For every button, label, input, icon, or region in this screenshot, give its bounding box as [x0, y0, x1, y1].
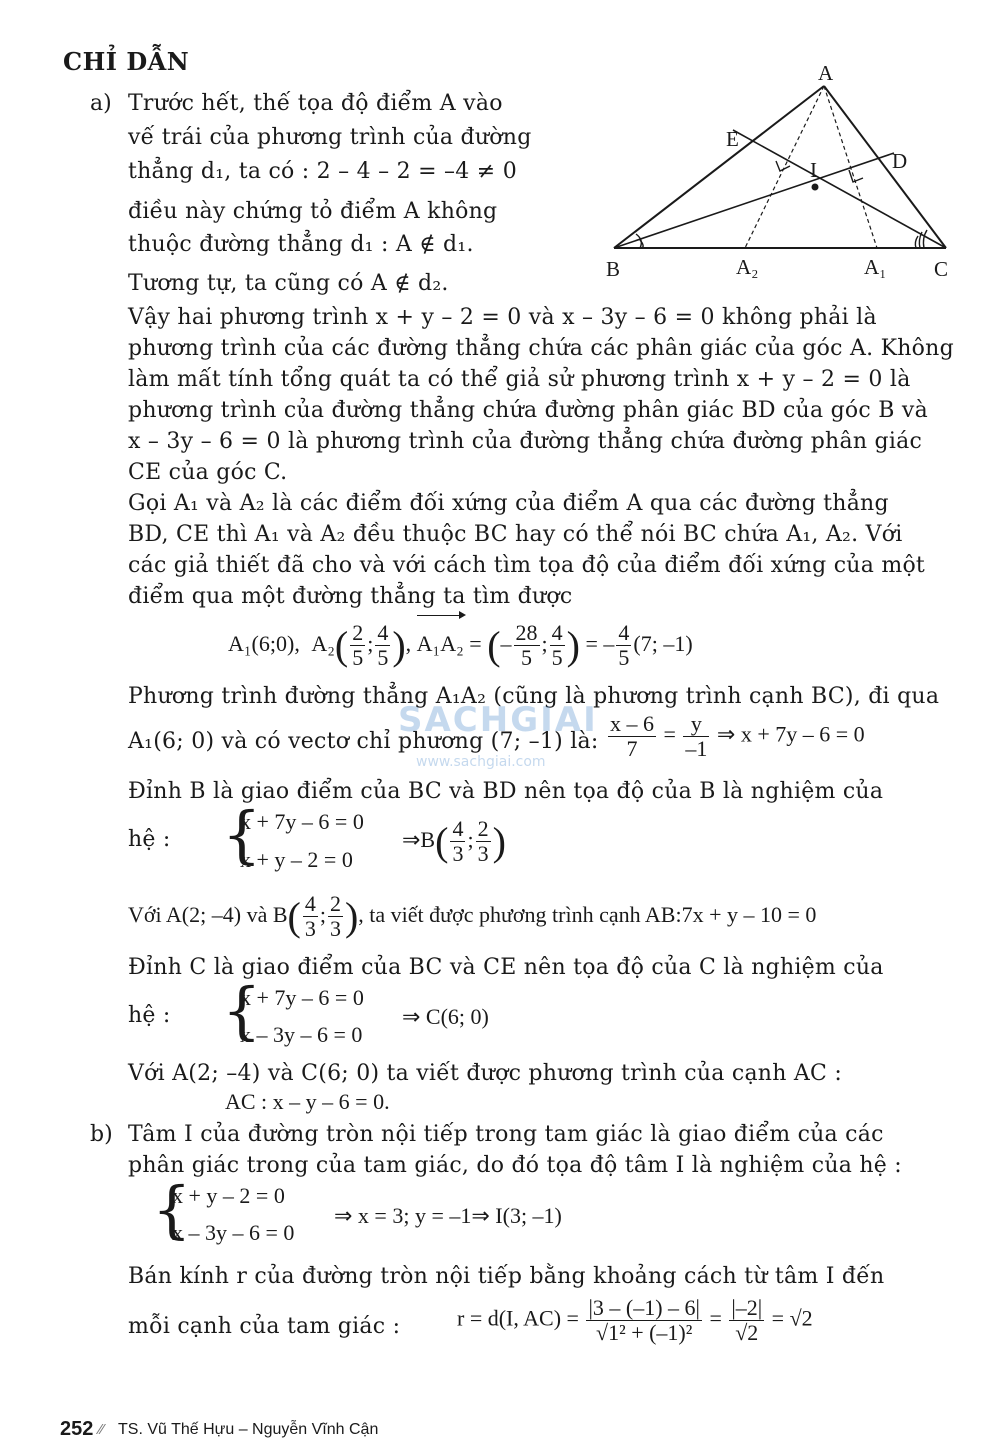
direction-vector: (7; –1) [633, 631, 693, 656]
system-eq: x + 7y – 6 = 0 [240, 809, 364, 834]
system-eq: x – 3y – 6 = 0 [172, 1220, 295, 1245]
text-line: Trước hết, thế tọa độ điểm A vào [128, 91, 503, 116]
text-line: phương trình của đường thẳng chứa đường phân giác BD của góc B và [128, 398, 928, 423]
system-eq: x + y – 2 = 0 [172, 1183, 285, 1208]
denominator: 7 [626, 736, 638, 761]
radius-formula: r = d(I, AC) = $\frac{|3 - (-1) - 6|}{\text{√1² + (–1)²}}$ = $\frac{|-2|}{√2}$ = √2 [457, 1295, 813, 1345]
triangle-figure [600, 60, 970, 290]
footer-author: TS. Vũ Thế Hựu – Nguyễn Vĩnh Cận [118, 1421, 379, 1438]
text-line: Đỉnh C là giao điểm của BC và CE nên tọa độ của C là nghiệm của [128, 955, 884, 980]
bc-equation: $\frac{x - 6}{7}$ = $\frac{y}{-1}$ ⇒ x + 7y – 6 = 0 [610, 711, 865, 761]
text-line: Phương trình đường thẳng A₁A₂ (cũng là phương trình cạnh BC), đi qua [128, 684, 940, 709]
text-line: x – 3y – 6 = 0 là phương trình của đường thẳng chứa đường phân giác [128, 429, 923, 454]
incenter-result: ⇒ x = 3; y = –1⇒ I(3; –1) [334, 1203, 562, 1228]
system-eq: x + 7y – 6 = 0 [240, 985, 364, 1010]
point-A2-label: A₂ [736, 255, 759, 279]
system-brace: { [222, 974, 262, 1047]
vertex-A-label: A [818, 61, 834, 85]
ab-suffix: , ta viết được phương trình cạnh AB:7x + y – 10 = 0 [358, 902, 817, 927]
denominator: 3 [304, 916, 316, 942]
numerator: 28 [515, 620, 538, 646]
system-brace: { [222, 798, 262, 871]
watermark-logo: SACHGIAI [398, 700, 598, 740]
text-line: A₁(6; 0) và có vectơ chỉ phương (7; –1) là: [128, 729, 599, 754]
vector-a1a2: A₁A₂ [417, 614, 464, 674]
incenter-I-label: I [810, 158, 817, 182]
ab-prefix: Với A(2; –4) và B [128, 902, 288, 927]
text-line: Gọi A₁ và A₂ là các điểm đối xứng của điểm A qua các đường thẳng [128, 491, 889, 516]
denominator: 5 [521, 645, 533, 671]
system-eq: x + y – 2 = 0 [240, 847, 353, 872]
numerator: 2 [477, 816, 489, 842]
numerator: 2 [352, 620, 364, 646]
denominator: 5 [352, 645, 364, 671]
c-result: ⇒ C(6; 0) [402, 1004, 489, 1029]
bc-result: ⇒ x + 7y – 6 = 0 [716, 721, 865, 747]
he-label: hệ : [128, 827, 171, 852]
footer-separator-icon: ⁄⁄ [99, 1421, 105, 1438]
b-result: ⇒B( $\frac{4}{3}$ ; $\frac{2}{3}$ ) [402, 816, 506, 867]
numerator: |3 – (–1) – 6| [588, 1295, 700, 1320]
section-heading: CHỈ DẪN [63, 47, 190, 76]
vertex-B-label: B [606, 257, 621, 281]
denominator: 5 [551, 645, 563, 671]
text-line: Với A(2; –4) và C(6; 0) ta viết được phương trình của cạnh AC : [128, 1061, 843, 1086]
denominator: 5 [618, 645, 630, 671]
text-line: điều này chứng tỏ điểm A không [128, 199, 498, 224]
text-line: CE của góc C. [128, 460, 288, 485]
ac-equation: AC : x – y – 6 = 0. [225, 1089, 390, 1114]
watermark-url: www.sachgiai.com [416, 754, 546, 770]
point-a2: A₂ [311, 631, 335, 656]
numerator: 4 [551, 620, 563, 646]
text-line: Vậy hai phương trình x + y – 2 = 0 và x – 3y – 6 = 0 không phải là [128, 305, 877, 330]
text-line: điểm qua một đường thẳng ta tìm được [128, 584, 573, 609]
system-eq: x – 3y – 6 = 0 [240, 1022, 363, 1047]
numerator: 2 [329, 891, 341, 917]
part-b-label: b) [90, 1122, 113, 1147]
text-line: phân giác trong của tam giác, do đó tọa độ tâm I là nghiệm của hệ : [128, 1153, 902, 1178]
text-line: vế trái của phương trình của đường [128, 125, 532, 150]
numerator: 4 [377, 620, 389, 646]
radius-prefix: r = d(I, AC) = [457, 1305, 579, 1331]
denominator: 3 [452, 841, 464, 867]
system-brace: { [152, 1173, 192, 1246]
denominator: 5 [377, 645, 389, 671]
text-line: phương trình của các đường thẳng chứa các phân giác của góc A. Không [128, 336, 954, 361]
point-a1: A₁(6;0), [228, 631, 300, 656]
denominator: √2 [735, 1320, 759, 1345]
text-line: Tâm I của đường tròn nội tiếp trong tam giác là giao điểm của các [128, 1122, 884, 1147]
denominator: 3 [477, 841, 489, 867]
text-line: các giả thiết đã cho và với cách tìm tọa độ của điểm đối xứng của một [128, 553, 926, 578]
page-number: 252 [60, 1418, 94, 1440]
text-line: làm mất tính tổng quát ta có thể giả sử phương trình x + y – 2 = 0 là [128, 367, 911, 392]
radius-result: = √2 [771, 1305, 813, 1331]
numerator: 4 [304, 891, 316, 917]
text-line: mỗi cạnh của tam giác : [128, 1314, 401, 1339]
text-line: thẳng d₁, ta có : 2 – 4 – 2 = –4 ≠ 0 [128, 159, 517, 184]
numerator: |–2| [731, 1295, 763, 1320]
text-line: Tương tự, ta cũng có A ∉ d₂. [128, 271, 449, 296]
point-D-label: D [892, 149, 908, 173]
implies-b: ⇒B [402, 827, 436, 852]
numerator: 4 [452, 816, 464, 842]
denominator: 3 [329, 916, 341, 942]
part-a-label: a) [90, 91, 112, 116]
denominator: √1² + (–1)² [596, 1320, 693, 1345]
text-line: thuộc đường thẳng d₁ : A ∉ d₁. [128, 232, 474, 257]
vertex-C-label: C [934, 257, 949, 281]
numerator: x – 6 [610, 711, 654, 736]
text-line: Bán kính r của đường tròn nội tiếp bằng khoảng cách từ tâm I đến [128, 1264, 885, 1289]
numerator: 4 [618, 620, 630, 646]
point-A1-label: A₁ [864, 255, 887, 279]
point-E-label: E [726, 127, 739, 151]
numerator: y [683, 712, 709, 737]
he-label: hệ : [128, 1003, 171, 1028]
ab-line: Với A(2; –4) và B( $\frac{4}{3}$ ; $\frac{2}{3}$ ), ta viết được phương trình cạnh AB:7x + y – 10 = 0 [128, 891, 817, 942]
text-line: Đỉnh B là giao điểm của BC và BD nên tọa độ của B là nghiệm của [128, 779, 884, 804]
vector-formula: A₁(6;0), A₂( $\frac{2}{5}$ ; $\frac{4}{5}$ ), A₁A₂ = (– $\frac{28}{5}$ ; $\frac{4}{5}$ ) = – $\frac{4}{5}$ (7; –1) [228, 614, 693, 674]
text-line: BD, CE thì A₁ và A₂ đều thuộc BC hay có thể nói BC chứa A₁, A₂. Với [128, 522, 903, 547]
denominator: –1 [685, 736, 708, 761]
